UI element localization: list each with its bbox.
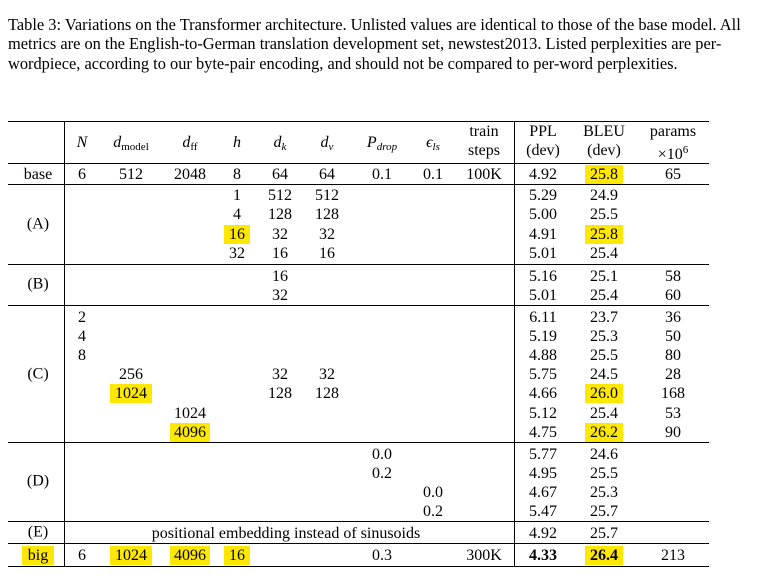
caption-text: Variations on the Transformer architecture. Unlisted values are identical to those of the base model. All metrics are on the English-to-German translation development set, newstest2013. Listed perplexities are per-wordpiece, according to our byte-pair encoding, and should not be compared to per-word perplexities.	[8, 15, 741, 73]
table-cell-p-drop: 0.0	[372, 446, 392, 463]
table-cell-ppl: 4.91	[529, 226, 557, 243]
table-cell-bleu: 25.3	[590, 328, 618, 345]
header-params: params $\times 10^6$	[649, 123, 697, 163]
table-cell-d-k: 16	[272, 268, 288, 285]
table-cell-bleu: 24.5	[590, 366, 618, 383]
table-cell-ppl: 4.75	[529, 424, 557, 441]
group-b-rule	[8, 305, 709, 306]
table-cell-d-k: 512	[268, 187, 292, 204]
table-cell-bleu: 25.3	[590, 484, 618, 501]
table-cell-ppl: 5.01	[529, 287, 557, 304]
table-cell-N: 2	[78, 309, 86, 326]
group-label-c: (C)	[27, 365, 49, 383]
table-cell-p-drop: 0.2	[372, 465, 392, 482]
table-cell-d-v: 32	[319, 366, 335, 383]
table-cell-ppl: 5.19	[529, 328, 557, 345]
table-cell-d-k: 128	[268, 206, 292, 223]
table-cell-h: 16	[229, 226, 245, 243]
table-cell-bleu: 25.1	[590, 268, 618, 285]
table-cell-h: 8	[233, 166, 241, 183]
table-cell-d-model: 512	[119, 166, 143, 183]
header-d-ff: $d_{ff}$	[182, 134, 198, 153]
group-label-e: (E)	[27, 523, 49, 541]
header-train-steps: train steps	[468, 123, 500, 159]
table-cell-params: 50	[665, 328, 681, 345]
table-cell-d-v: 128	[315, 385, 339, 402]
table-cell-N: 4	[78, 328, 86, 345]
table-cell-ppl: 4.67	[529, 484, 557, 501]
table-cell-d-k: 16	[272, 245, 288, 262]
group-a-rule	[8, 264, 709, 265]
table-cell-d-ff: 4096	[174, 424, 206, 441]
table-cell-h: 32	[229, 245, 245, 262]
table-cell-bleu: 24.9	[590, 187, 618, 204]
table-cell-eps: 0.0	[423, 484, 443, 501]
table-cell-d-k: 128	[268, 385, 292, 402]
table-cell-eps: 0.2	[423, 503, 443, 520]
group-d-rule	[8, 521, 709, 522]
table-cell-ppl: 5.47	[529, 503, 557, 520]
table-cell-d-v: 512	[315, 187, 339, 204]
table-cell-N: 6	[78, 547, 86, 564]
table-cell-bleu: 25.7	[590, 503, 618, 520]
table-cell-bleu: 24.6	[590, 446, 618, 463]
table-cell-ppl: 4.88	[529, 347, 557, 364]
row-label: big	[27, 547, 49, 564]
table-cell-bleu: 26.4	[590, 547, 618, 564]
table-cell-params: 80	[665, 347, 681, 364]
table-cell-h: 4	[233, 206, 241, 223]
header-ppl: PPL (dev)	[526, 123, 560, 159]
table-cell-params: 53	[665, 405, 681, 422]
table-cell-N: 8	[78, 347, 86, 364]
table-cell-train: 100K	[466, 166, 502, 183]
table-cell-N: 6	[78, 166, 86, 183]
header-d-model: $d_{model}$	[113, 134, 149, 153]
table-caption	[8, 15, 753, 73]
table-cell-bleu: 25.4	[590, 287, 618, 304]
table-cell-bleu: 25.4	[590, 245, 618, 262]
table-cell-d-ff: 4096	[174, 547, 206, 564]
table-cell-ppl: 5.77	[529, 446, 557, 463]
table-cell-train: 300K	[466, 547, 502, 564]
table-cell-bleu: 26.0	[590, 385, 618, 402]
row-label: base	[23, 166, 53, 183]
table-cell-ppl: 4.92	[529, 166, 557, 183]
table-bottom-rule	[8, 566, 709, 567]
header-epsilon: ϵls	[426, 134, 440, 153]
table-cell-d-model: 1024	[115, 385, 147, 402]
table-cell-d-model: 256	[119, 366, 143, 383]
table-cell-d-model: 1024	[115, 547, 147, 564]
table-cell-d-v: 128	[315, 206, 339, 223]
table-cell-h: 16	[229, 547, 245, 564]
table-cell-ppl: 4.95	[529, 465, 557, 482]
base-rule	[8, 184, 709, 185]
table-cell-params: 28	[665, 366, 681, 383]
table-cell-d-k: 32	[272, 287, 288, 304]
table-cell-ppl: 4.33	[529, 547, 557, 564]
table-cell-ppl: 6.11	[529, 309, 557, 326]
table-cell-span-note: positional embedding instead of sinusoids	[151, 525, 421, 542]
table-cell-ppl: 5.01	[529, 245, 557, 262]
table-cell-p-drop: 0.3	[372, 547, 392, 564]
table-cell-bleu: 25.5	[590, 206, 618, 223]
table-cell-bleu: 23.7	[590, 309, 618, 326]
table-cell-d-v: 16	[319, 245, 335, 262]
group-e-rule	[8, 543, 709, 544]
label-column-rule	[64, 121, 65, 567]
table-cell-params: 65	[665, 166, 681, 183]
table-cell-params: 36	[665, 309, 681, 326]
table-cell-eps: 0.1	[423, 166, 443, 183]
table-cell-p-drop: 0.1	[372, 166, 392, 183]
table-cell-d-k: 32	[272, 226, 288, 243]
header-n: N	[76, 134, 88, 151]
table-cell-bleu: 25.5	[590, 347, 618, 364]
table-cell-params: 60	[665, 287, 681, 304]
table-cell-ppl: 5.00	[529, 206, 557, 223]
table-cell-params: 58	[665, 268, 681, 285]
table-cell-params: 168	[661, 385, 685, 402]
table-cell-d-k: 32	[272, 366, 288, 383]
group-label-b: (B)	[27, 275, 49, 293]
table-cell-h: 1	[233, 187, 241, 204]
table-cell-ppl: 5.16	[529, 268, 557, 285]
table-cell-bleu: 26.2	[590, 424, 618, 441]
table-cell-ppl: 5.12	[529, 405, 557, 422]
table-cell-ppl: 4.66	[529, 385, 557, 402]
results-table	[8, 121, 709, 567]
header-d-k: dk	[273, 134, 287, 153]
table-cell-bleu: 25.8	[590, 226, 618, 243]
header-rule	[8, 163, 709, 164]
header-p-drop: Pdrop	[366, 134, 398, 153]
table-cell-bleu: 25.8	[590, 166, 618, 183]
table-cell-d-k: 64	[272, 166, 288, 183]
table-cell-ppl: 5.29	[529, 187, 557, 204]
header-bleu: BLEU (dev)	[583, 123, 625, 159]
table-cell-bleu: 25.5	[590, 465, 618, 482]
table-cell-ppl: 4.92	[529, 525, 557, 542]
table-cell-d-ff: 1024	[174, 405, 206, 422]
header-h: h	[233, 134, 241, 151]
group-c-rule	[8, 442, 709, 443]
group-label-d: (D)	[26, 472, 50, 490]
table-cell-bleu: 25.4	[590, 405, 618, 422]
table-cell-ppl: 5.75	[529, 366, 557, 383]
table-cell-d-ff: 2048	[174, 166, 206, 183]
caption-label: Table 3:	[8, 15, 62, 34]
group-label-a: (A)	[26, 215, 50, 233]
table-cell-bleu: 25.7	[590, 525, 618, 542]
table-cell-params: 213	[661, 547, 685, 564]
table-cell-d-v: 32	[319, 226, 335, 243]
metrics-column-rule	[514, 121, 515, 567]
table-cell-d-v: 64	[319, 166, 335, 183]
header-d-v: dv	[320, 134, 334, 153]
table-cell-params: 90	[665, 424, 681, 441]
